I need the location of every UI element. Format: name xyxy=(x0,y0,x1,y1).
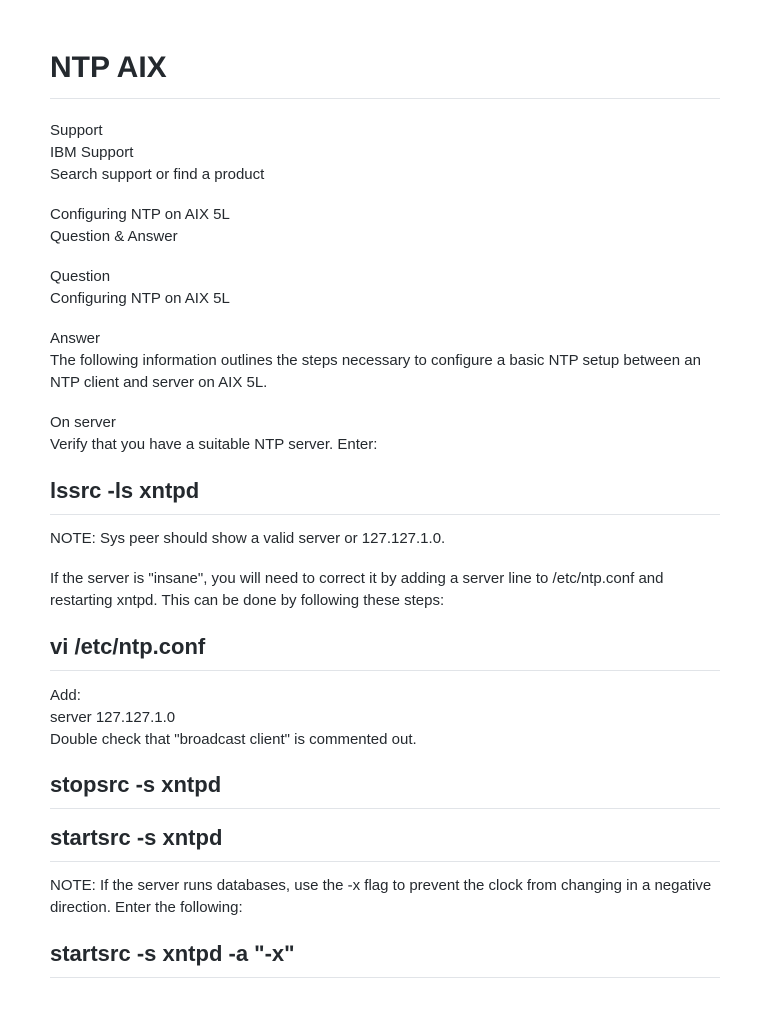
on-server-label: On server xyxy=(50,414,116,431)
server-line: server 127.127.1.0 xyxy=(50,709,176,726)
broadcast-note: Double check that "broadcast client" is commented out. xyxy=(50,731,417,748)
verify-text: Verify that you have a suitable NTP server. Enter: xyxy=(50,436,378,453)
support-block xyxy=(50,120,720,186)
answer-label: Answer xyxy=(50,330,101,347)
note-sys-peer: NOTE: Sys peer should show a valid server or 127.127.1.0. xyxy=(50,530,446,547)
heading-lssrc: lssrc -ls xntpd xyxy=(50,478,200,503)
question-text: Configuring NTP on AIX 5L xyxy=(50,290,230,307)
page-title: NTP AIX xyxy=(50,51,167,84)
heading-divider xyxy=(50,861,720,862)
question-block xyxy=(50,266,720,310)
heading-divider xyxy=(50,977,720,978)
note-databases: NOTE: If the server runs databases, use the -x flag to prevent the clock from changing in a negative direction. Enter the following: xyxy=(50,877,712,916)
insane-server-text: If the server is "insane", you will need to correct it by adding a server line to /etc/ntp.conf and restarting xntpd. This can be done by following these steps: xyxy=(50,570,664,609)
ibm-support-line: IBM Support xyxy=(50,144,134,161)
answer-text: The following information outlines the steps necessary to configure a basic NTP setup between an NTP client and server on AIX 5L. xyxy=(50,352,701,391)
on-server-block xyxy=(50,412,720,456)
question-label: Question xyxy=(50,268,111,285)
answer-block xyxy=(50,328,720,394)
doc-type-line: Question & Answer xyxy=(50,228,178,245)
heading-vi-ntp-conf: vi /etc/ntp.conf xyxy=(50,634,206,659)
heading-divider xyxy=(50,514,720,515)
heading-divider xyxy=(50,670,720,671)
doc-title-block xyxy=(50,204,720,248)
doc-title-line: Configuring NTP on AIX 5L xyxy=(50,206,230,223)
heading-stopsrc: stopsrc -s xntpd xyxy=(50,772,222,797)
heading-startsrc-x: startsrc -s xntpd -a "-x" xyxy=(50,941,295,966)
title-divider xyxy=(50,98,720,99)
add-label: Add: xyxy=(50,687,81,704)
add-server-block xyxy=(50,685,720,751)
heading-divider xyxy=(50,808,720,809)
support-line: Support xyxy=(50,122,103,139)
heading-startsrc: startsrc -s xntpd xyxy=(50,825,223,850)
search-support-line: Search support or find a product xyxy=(50,166,265,183)
